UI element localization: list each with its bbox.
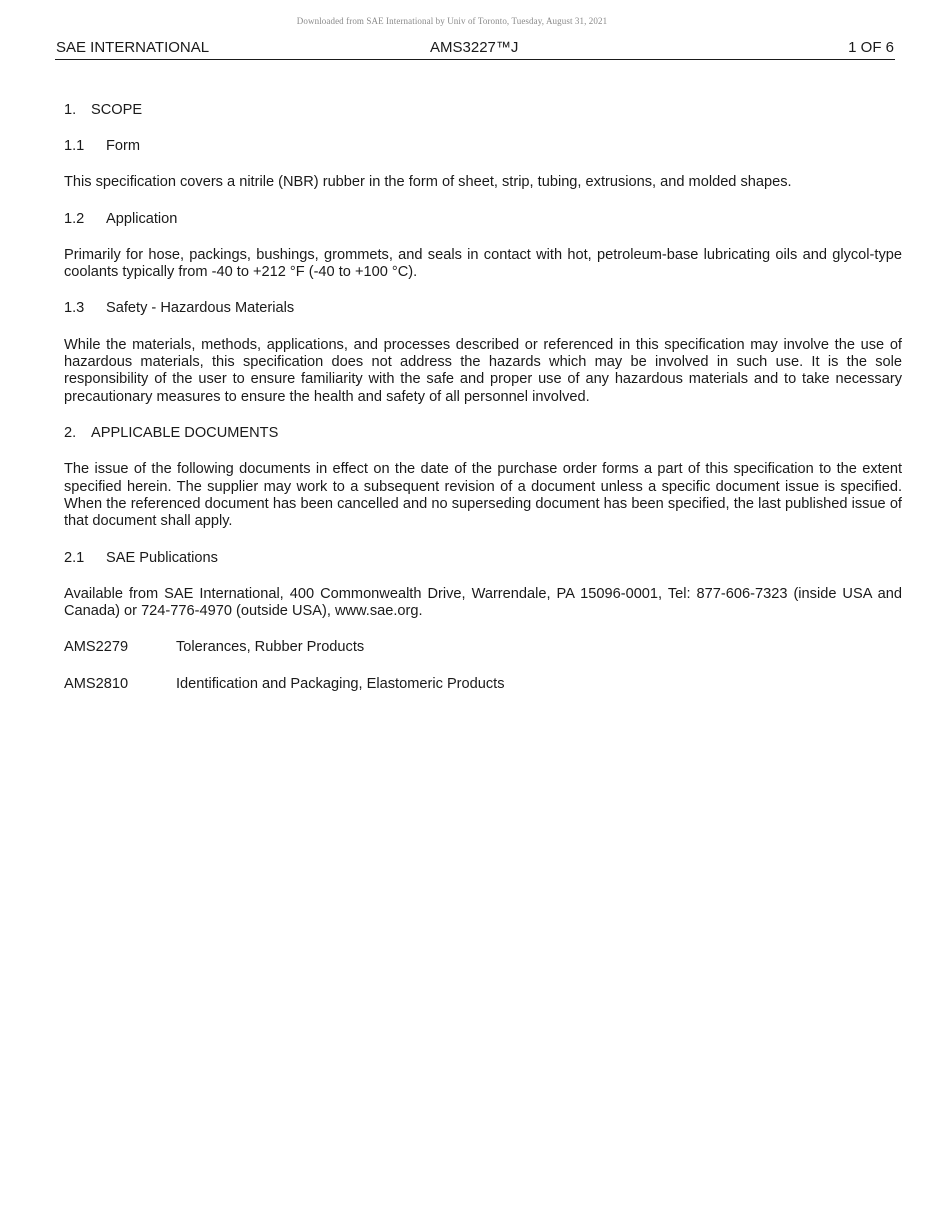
section-number: 2.1	[64, 549, 85, 566]
section-heading-form	[64, 138, 902, 155]
section-heading-scope	[64, 102, 902, 119]
header-org: SAE INTERNATIONAL	[56, 39, 210, 56]
download-watermark: Downloaded from SAE International by Univ of Toronto, Tuesday, August 31, 2021	[296, 16, 608, 26]
reference-title: Tolerances, Rubber Products	[176, 639, 365, 656]
header-page-number: 1 OF 6	[848, 39, 894, 56]
section-heading-sae-publications	[64, 550, 902, 567]
section-title: Form	[106, 138, 141, 155]
header-doc-id: AMS3227™J	[430, 39, 519, 56]
paragraph-applicable-documents: The issue of the following documents in effect on the date of the purchase order forms a part of this specification to the extent specified herein. The supplier may work to a subsequent revision of a document unless a specific document issue is specified. When the referenced document has been cancelled and no superseding document has been specified, the last published issue of that document shall apply.	[64, 461, 902, 530]
section-number: 1.2	[64, 210, 85, 227]
reference-title: Identification and Packaging, Elastomeric Products	[176, 675, 505, 692]
section-heading-application	[64, 211, 902, 228]
reference-code: AMS2810	[64, 675, 129, 692]
paragraph-safety: While the materials, methods, applications, and processes described or referenced in this specification may involve the use of hazardous materials, this specification does not address the hazards which may be involved in such use. It is the sole responsibility of the user to ensure familiarity with the safe and proper use of any hazardous materials and to take necessary precautionary measures to ensure the health and safety of all personnel involved.	[64, 336, 902, 405]
section-heading-safety	[64, 300, 902, 317]
section-number: 1.1	[64, 138, 85, 155]
section-title: Safety - Hazardous Materials	[106, 300, 295, 317]
section-number: 1.	[64, 102, 77, 118]
section-heading-applicable-documents	[64, 425, 902, 442]
document-body	[64, 102, 902, 693]
reference-row	[64, 639, 902, 656]
page-header	[55, 38, 895, 60]
section-title: SCOPE	[91, 102, 143, 118]
section-title: SAE Publications	[106, 549, 218, 566]
section-title: Application	[106, 210, 178, 227]
reference-row	[64, 676, 902, 693]
paragraph-form: This specification covers a nitrile (NBR) rubber in the form of sheet, strip, tubing, extrusions, and molded shapes.	[64, 174, 792, 191]
section-number: 2.	[64, 425, 77, 442]
section-title: APPLICABLE DOCUMENTS	[91, 425, 279, 442]
reference-code: AMS2279	[64, 639, 129, 656]
paragraph-sae-publications: Available from SAE International, 400 Commonwealth Drive, Warrendale, PA 15096-0001, Tel: 877-606-7323 (inside USA and Canada) or 724-776-4970 (outside USA), www.sae.org.	[64, 585, 902, 620]
paragraph-application: Primarily for hose, packings, bushings, grommets, and seals in contact with hot, petroleum-base lubricating oils and glycol-type coolants typically from -40 to +212 °F (-40 to +100 °C).	[64, 246, 902, 281]
section-number: 1.3	[64, 300, 85, 317]
